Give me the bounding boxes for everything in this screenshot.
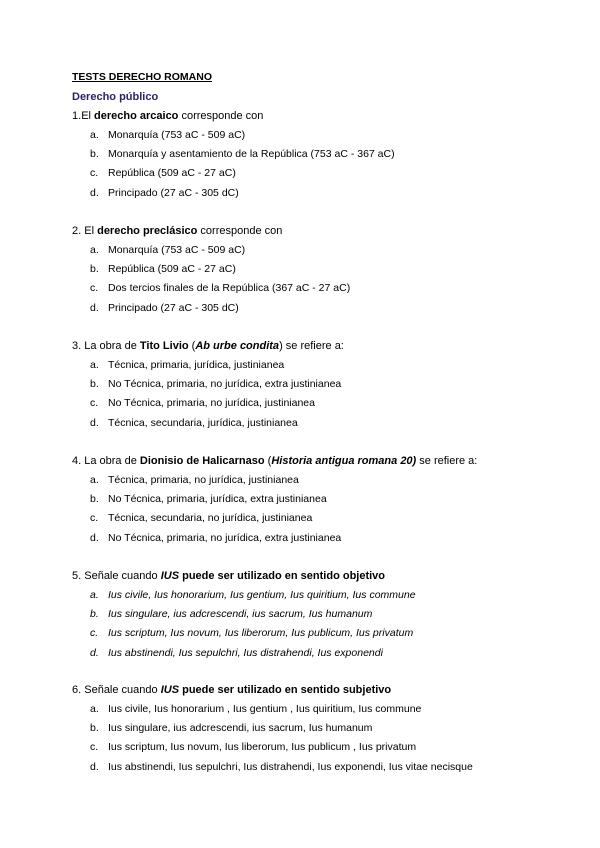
option-b[interactable]: b. No Técnica, primaria, jurídica, extra justinianea <box>90 493 327 506</box>
question-2-text: 2. El derecho preclásico corresponde con <box>72 225 283 237</box>
question-6-text: 6. Señale cuando IUS puede ser utilizado en sentido subjetivo <box>72 684 392 696</box>
option-c[interactable]: c. Ius scriptum, Ius novum, Ius liberorum, Ius publicum, Ius privatum <box>90 627 414 640</box>
option-d[interactable]: d. No Técnica, primaria, no jurídica, extra justinianea <box>90 531 342 544</box>
option-d[interactable]: d. Ius abstinendi, Ius sepulchri, Ius distrahendi, Ius exponendi, Ius vitae necisque <box>90 760 473 773</box>
question-4-text: 4. La obra de Dionisio de Halicarnaso (Historia antigua romana 20) se refiere a: <box>72 455 478 467</box>
question-2-options <box>72 243 350 320</box>
option-a[interactable]: a. Ius civile, Ius honorarium , Ius gentium , Ius quiritium, Ius commune <box>90 703 422 715</box>
question-5-text: 5. Señale cuando IUS puede ser utilizado en sentido objetivo <box>72 570 386 582</box>
option-d[interactable]: d. Principado (27 aC - 305 dC) <box>90 301 239 314</box>
option-d[interactable]: d. Ius abstinendi, Ius sepulchri, Ius distrahendi, Ius exponendi <box>90 646 383 659</box>
option-c[interactable]: c. No Técnica, primaria, no jurídica, justinianea <box>90 397 315 410</box>
question-1-text: 1.El derecho arcaico corresponde con <box>72 110 264 122</box>
question-6 <box>72 683 473 779</box>
question-1 <box>72 109 395 205</box>
option-d[interactable]: d. Principado (27 aC - 305 dC) <box>90 186 239 199</box>
option-d[interactable]: d. Técnica, secundaria, jurídica, justinianea <box>90 416 298 429</box>
question-4 <box>72 454 477 550</box>
option-c[interactable]: c. Ius scriptum, Ius novum, Ius liberorum, Ius publicum , Ius privatum <box>90 741 417 754</box>
question-6-options <box>72 702 473 779</box>
option-a[interactable]: a. Monarquía (753 aC - 509 aC) <box>90 129 246 141</box>
option-a[interactable]: a. Ius civile, Ius honorarium, Ius gentium, Ius quiritium, Ius commune <box>90 589 416 601</box>
section-title: Derecho público <box>72 91 159 103</box>
question-3-text: 3. La obra de Tito Livio (Ab urbe condita) se refiere a: <box>72 340 344 352</box>
question-3-options <box>72 358 344 435</box>
option-a[interactable]: a. Monarquía (753 aC - 509 aC) <box>90 244 246 256</box>
question-3 <box>72 339 344 435</box>
question-5-options <box>72 588 416 665</box>
option-b[interactable]: b. Ius singulare, ius adcrescendi, ius sacrum, Ius humanum <box>90 722 373 735</box>
option-b[interactable]: b. Ius singulare, ius adcrescendi, ius sacrum, Ius humanum <box>90 608 373 621</box>
option-c[interactable]: c. República (509 aC - 27 aC) <box>90 167 236 180</box>
question-5 <box>72 569 416 665</box>
question-1-options <box>72 128 395 205</box>
option-a[interactable]: a. Técnica, primaria, jurídica, justinianea <box>90 359 285 371</box>
option-a[interactable]: a. Técnica, primaria, no jurídica, justinianea <box>90 474 299 486</box>
question-2 <box>72 224 350 320</box>
option-b[interactable]: b. República (509 aC - 27 aC) <box>90 263 236 276</box>
option-b[interactable]: b. Monarquía y asentamiento de la República (753 aC - 367 aC) <box>90 148 395 161</box>
document-title: TESTS DERECHO ROMANO <box>72 71 213 83</box>
question-4-options <box>72 473 477 550</box>
option-b[interactable]: b. No Técnica, primaria, no jurídica, extra justinianea <box>90 378 342 391</box>
option-c[interactable]: c. Dos tercios finales de la República (367 aC - 27 aC) <box>90 282 351 295</box>
option-c[interactable]: c. Técnica, secundaria, no jurídica, justinianea <box>90 512 313 525</box>
